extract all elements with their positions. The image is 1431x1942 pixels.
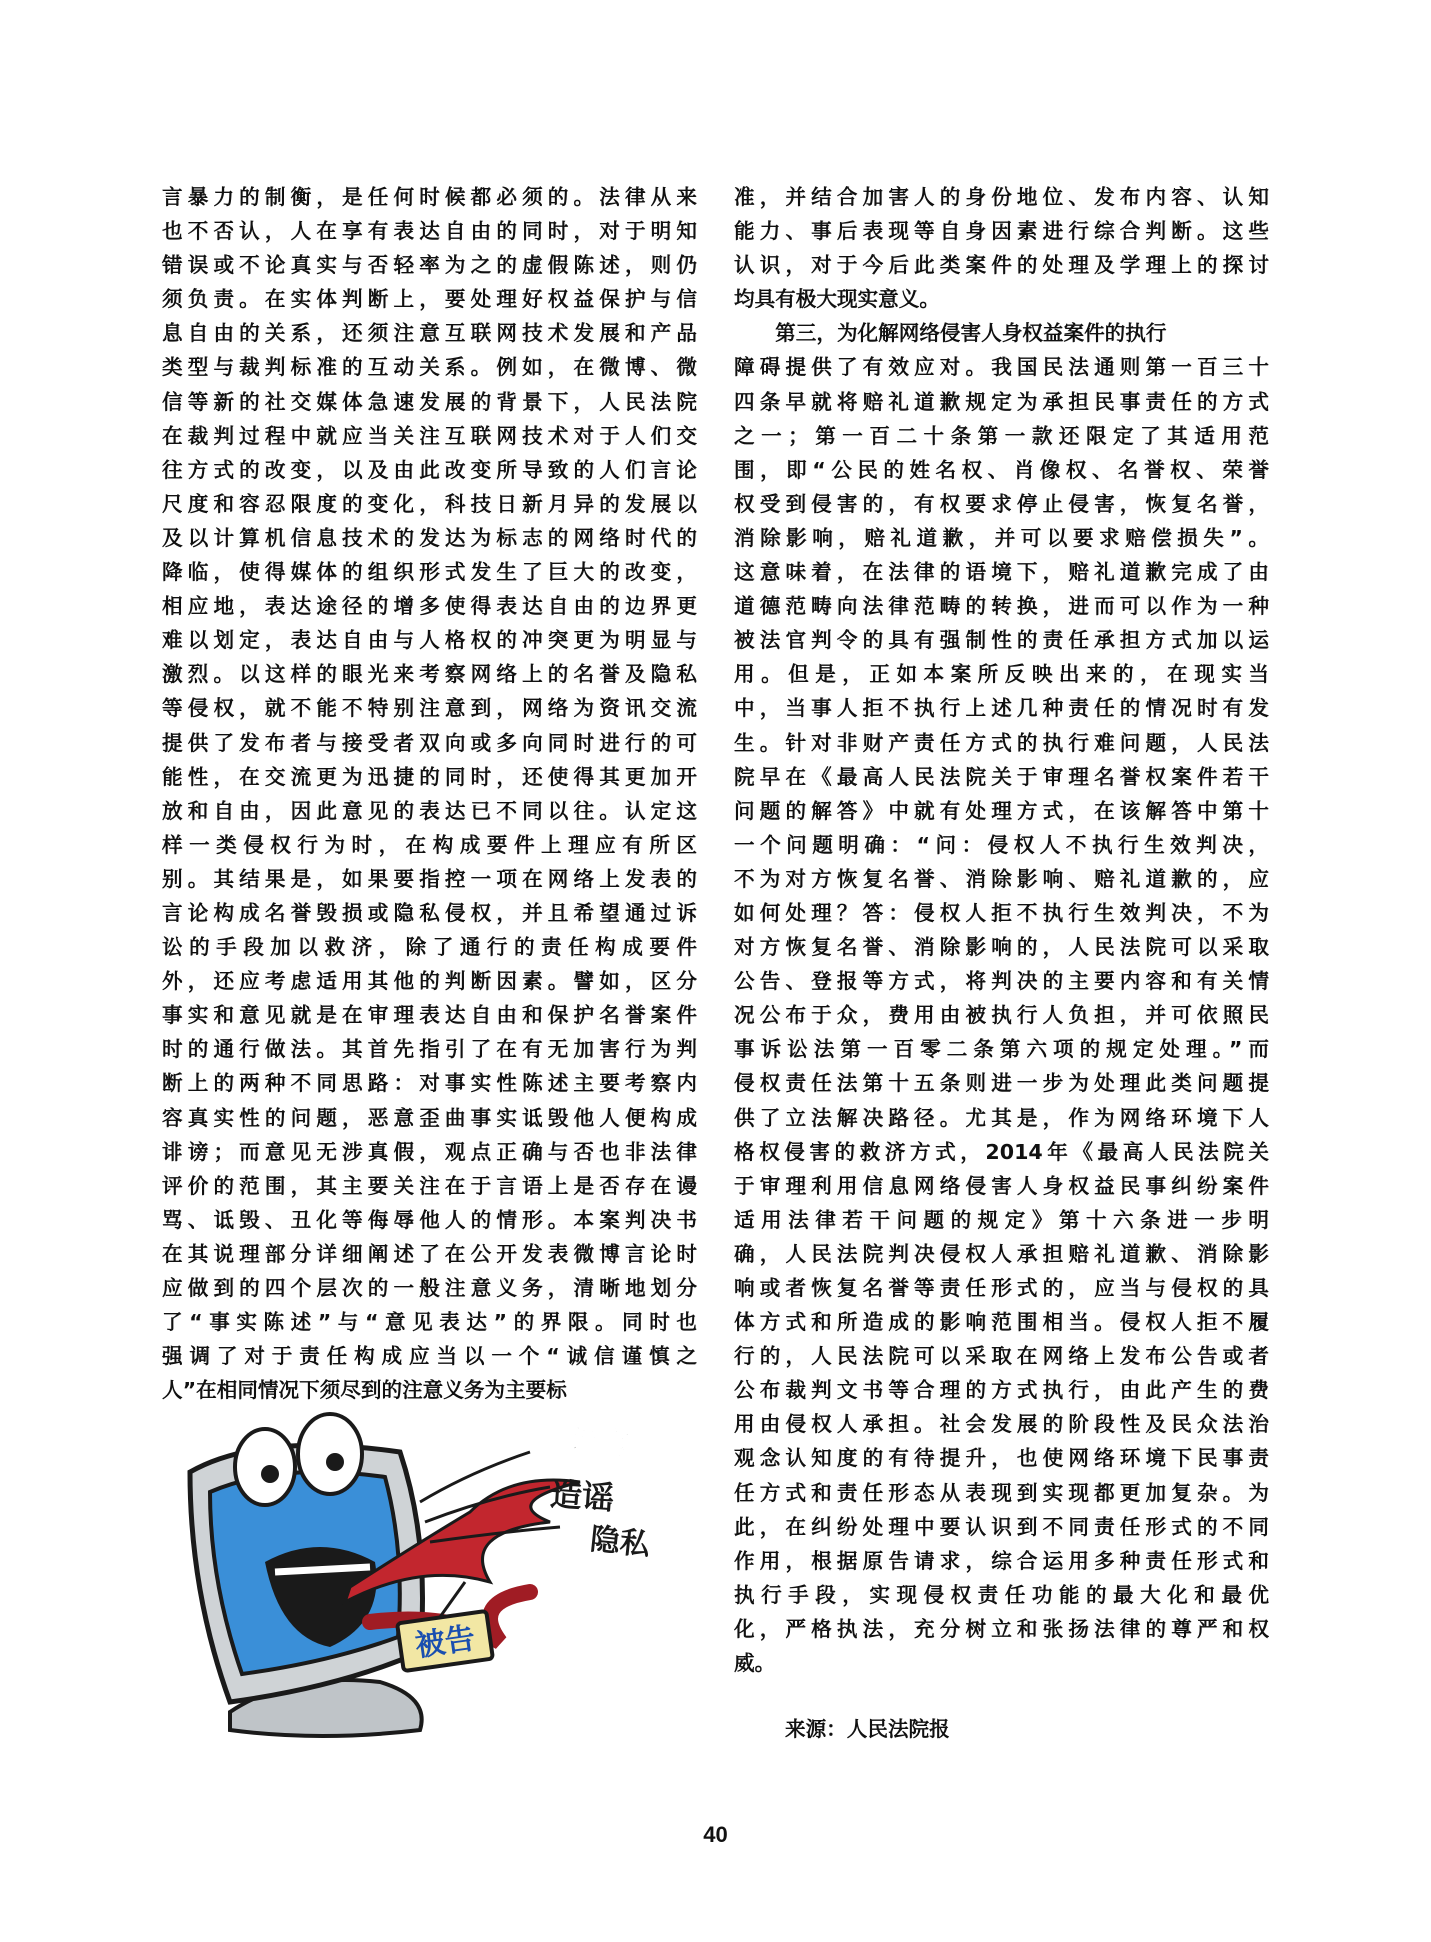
- text-line: 准，并结合加害人的身份地位、发布内容、认知: [734, 185, 1269, 209]
- text-line: 供了立法解决路径。尤其是，作为网络环境下人: [734, 1105, 1269, 1130]
- text-line: 第三，为化解网络侵害人身权益案件的执行: [734, 321, 1167, 346]
- text-line: 难以划定，表达自由与人格权的冲突更为明显与: [162, 628, 697, 653]
- text-line: 侵权责任法第十五条则进一步为处理此类问题提: [734, 1071, 1269, 1096]
- word-privacy: 隐私: [588, 1521, 652, 1564]
- text-line: 外，还应考虑适用其他的判断因素。譬如，区分: [162, 969, 697, 994]
- left-pupil: [261, 1465, 279, 1483]
- text-line: 应做到的四个层次的一般注意义务，清晰地划分: [162, 1276, 697, 1300]
- text-line: 响或者恢复名誉等责任形式的，应当与侵权的具: [734, 1276, 1269, 1300]
- text-line: 威。: [734, 1651, 776, 1676]
- left-column: [162, 180, 697, 1407]
- text-line: 权受到侵害的，有权要求停止侵害，恢复名誉，: [734, 491, 1269, 516]
- text-line: 在裁判过程中就应当关注互联网技术对于人们交: [162, 423, 697, 448]
- text-line: 了“事实陈述”与“意见表达”的界限。同时也: [162, 1310, 697, 1335]
- text-line: 骂、诋毁、丑化等侮辱他人的情形。本案判决书: [162, 1207, 697, 1232]
- right-column: [734, 180, 1269, 1680]
- text-line: 诽谤；而意见无涉真假，观点正确与否也非法律: [162, 1139, 697, 1164]
- teeth: [275, 1567, 370, 1572]
- text-line: 此，在纠纷处理中要认识到不同责任形式的不同: [734, 1514, 1269, 1539]
- text-line: 言论构成名誉毁损或隐私侵权，并且希望通过诉: [162, 900, 697, 925]
- text-line: 错误或不论真实与否轻率为之的虚假陈述，则仍: [162, 253, 697, 278]
- text-line: 用由侵权人承担。社会发展的阶段性及民众法治: [734, 1412, 1269, 1437]
- cartoon-illustration: [170, 1412, 690, 1742]
- text-line: 容真实性的问题，恶意歪曲事实诋毁他人便构成: [162, 1105, 697, 1130]
- text-line: 讼的手段加以救济，除了通行的责任构成要件: [162, 935, 697, 960]
- word-rumor: 造谣: [548, 1474, 616, 1518]
- text-line: 中，当事人拒不执行上述几种责任的情况时有发: [734, 696, 1269, 721]
- tag-string: [440, 1582, 465, 1617]
- text-line: 执行手段，实现侵权责任功能的最大化和最优: [734, 1582, 1269, 1607]
- text-line: 激烈。以这样的眼光来考察网络上的名誉及隐私: [162, 662, 697, 687]
- text-line: 时的通行做法。其首先指引了在有无加害行为判: [162, 1037, 697, 1062]
- text-line: 降临，使得媒体的组织形式发生了巨大的改变，: [162, 560, 697, 585]
- text-line: 公布裁判文书等合理的方式执行，由此产生的费: [734, 1378, 1269, 1403]
- text-line: 不为对方恢复名誉、消除影响、赔礼道歉的，应: [734, 866, 1269, 891]
- text-line: 障碍提供了有效应对。我国民法通则第一百三十: [734, 355, 1269, 380]
- text-line: 也不否认，人在享有表达自由的同时，对于明知: [162, 219, 697, 244]
- right-eye: [298, 1414, 362, 1494]
- text-line: 事实和意见就是在审理表达自由和保护名誉案件: [162, 1003, 697, 1028]
- text-line: 人”在相同情况下须尽到的注意义务为主要标: [162, 1378, 567, 1403]
- text-line: 院早在《最高人民法院关于审理名誉权案件若干: [734, 764, 1269, 789]
- text-line: 适用法律若干问题的规定》第十六条进一步明: [734, 1207, 1269, 1232]
- text-line: 相应地，表达途径的增多使得表达自由的边界更: [162, 594, 697, 619]
- text-line: 化，严格执法，充分树立和张扬法律的尊严和权: [734, 1616, 1269, 1641]
- text-line: 任方式和责任形态从表现到实现都更加复杂。为: [734, 1480, 1269, 1505]
- text-line: 确，人民法院判决侵权人承担赔礼道歉、消除影: [734, 1241, 1269, 1266]
- article-source: 来源：人民法院报: [785, 1717, 950, 1741]
- text-line: 能力、事后表现等自身因素进行综合判断。这些: [734, 219, 1269, 244]
- text-line: 往方式的改变，以及由此改变所导致的人们言论: [162, 457, 697, 482]
- text-line: 均具有极大现实意义。: [734, 287, 940, 312]
- text-line: 被法官判令的具有强制性的责任承担方式加以运: [734, 628, 1269, 653]
- text-line: 道德范畴向法律范畴的转换，进而可以作为一种: [734, 594, 1269, 619]
- text-line: 公告、登报等方式，将判决的主要内容和有关情: [734, 969, 1269, 994]
- text-line: 围，即“公民的姓名权、肖像权、名誉权、荣誉: [734, 457, 1269, 482]
- text-line: 用。但是，正如本案所反映出来的，在现实当: [734, 662, 1269, 687]
- right-pupil: [326, 1453, 344, 1471]
- text-line: 信等新的社交媒体急速发展的背景下，人民法院: [162, 389, 697, 414]
- text-line: 在其说理部分详细阐述了在公开发表微博言论时: [162, 1241, 697, 1266]
- text-line: 强调了对于责任构成应当以一个“诚信谨慎之: [162, 1344, 697, 1369]
- text-line: 样一类侵权行为时，在构成要件上理应有所区: [162, 832, 697, 857]
- text-line: 等侵权，就不能不特别注意到，网络为资讯交流: [162, 696, 697, 721]
- page-number: 40: [703, 1822, 728, 1847]
- text-line: 一个问题明确：“问：侵权人不执行生效判决，: [734, 832, 1269, 857]
- text-line: 尺度和容忍限度的变化，科技日新月异的发展以: [162, 491, 697, 516]
- text-line: 之一；第一百二十条第一款还限定了其适用范: [734, 423, 1269, 448]
- text-line: 放和自由，因此意见的表达已不同以往。认定这: [162, 798, 697, 823]
- text-line: 格权侵害的救济方式，2014年《最高人民法院关: [734, 1139, 1269, 1164]
- text-line: 言暴力的制衡，是任何时候都必须的。法律从来: [162, 185, 697, 209]
- text-line: 作用，根据原告请求，综合运用多种责任形式和: [734, 1548, 1269, 1573]
- text-line: 事诉讼法第一百零二条第六项的规定处理。”而: [734, 1037, 1269, 1062]
- text-line: 提供了发布者与接受者双向或多向同时进行的可: [162, 730, 697, 755]
- text-line: 四条早就将赔礼道歉规定为承担民事责任的方式: [734, 389, 1269, 414]
- tag-label: 被告: [413, 1620, 478, 1664]
- text-line: 问题的解答》中就有处理方式，在该解答中第十: [734, 798, 1269, 823]
- text-line: 类型与裁判标准的互动关系。例如，在微博、微: [162, 355, 697, 380]
- text-line: 于审理利用信息网络侵害人身权益民事纠纷案件: [734, 1173, 1269, 1198]
- screaming-monitor-illustration: [170, 1412, 690, 1742]
- text-line: 消除影响，赔礼道歉，并可以要求赔偿损失”。: [734, 525, 1269, 550]
- text-line: 息自由的关系，还须注意互联网技术发展和产品: [162, 321, 697, 346]
- text-line: 别。其结果是，如果要指控一项在网络上发表的: [162, 866, 697, 891]
- text-line: 这意味着，在法律的语境下，赔礼道歉完成了由: [734, 560, 1269, 585]
- word-lies: 谎言: [568, 1421, 632, 1464]
- text-line: 认识，对于今后此类案件的处理及学理上的探讨: [734, 253, 1269, 278]
- text-line: 行的，人民法院可以采取在网络上发布公告或者: [734, 1344, 1269, 1369]
- text-line: 如何处理？答：侵权人拒不执行生效判决，不为: [734, 900, 1269, 925]
- text-line: 及以计算机信息技术的发达为标志的网络时代的: [162, 525, 697, 550]
- text-line: 评价的范围，其主要关注在于言语上是否存在谩: [162, 1173, 697, 1198]
- text-line: 断上的两种不同思路：对事实性陈述主要考察内: [162, 1071, 697, 1096]
- text-line: 对方恢复名誉、消除影响的，人民法院可以采取: [734, 935, 1269, 960]
- text-line: 须负责。在实体判断上，要处理好权益保护与信: [162, 287, 697, 312]
- text-line: 生。针对非财产责任方式的执行难问题，人民法: [734, 730, 1269, 755]
- text-line: 观念认知度的有待提升，也使网络环境下民事责: [734, 1446, 1269, 1471]
- text-line: 况公布于众，费用由被执行人负担，并可依照民: [734, 1003, 1269, 1028]
- text-line: 能性，在交流更为迅捷的同时，还使得其更加开: [162, 764, 697, 789]
- text-line: 体方式和所造成的影响范围相当。侵权人拒不履: [734, 1310, 1269, 1335]
